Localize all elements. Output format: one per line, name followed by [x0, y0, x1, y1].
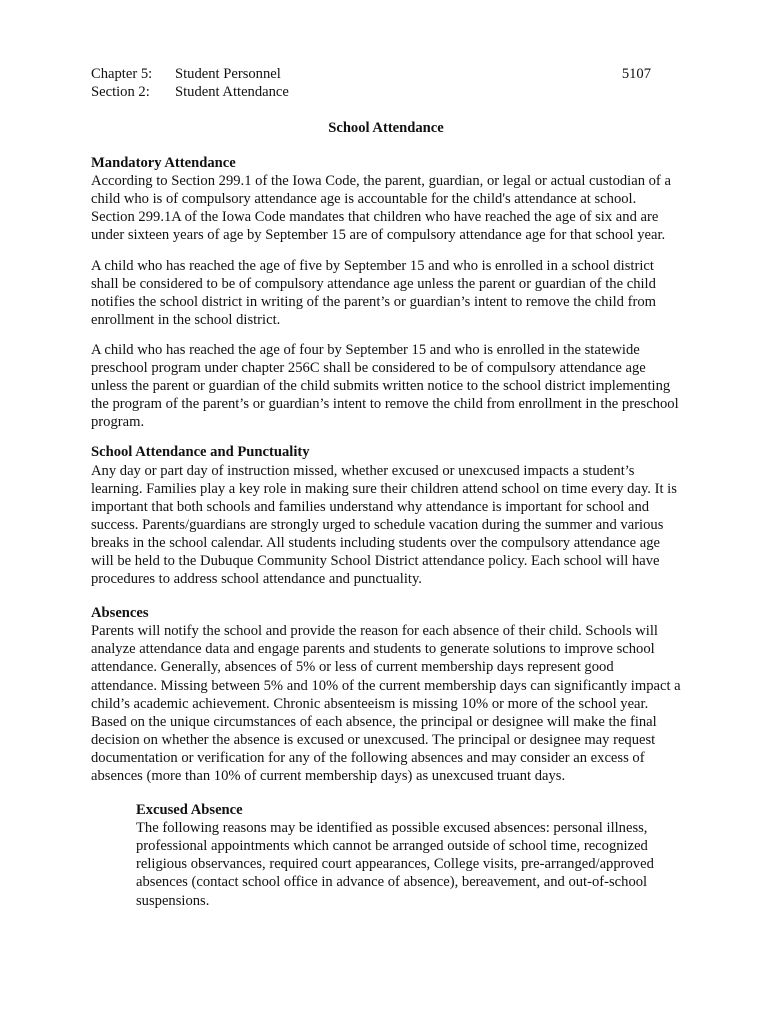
chapter-title: Student Personnel [175, 66, 281, 82]
section-title: Student Attendance [175, 84, 289, 100]
section-row [91, 83, 681, 101]
absences-heading: Absences [91, 605, 149, 622]
excused-absence-paragraph: The following reasons may be identified as possible excused absences: personal illness, professional appointments which cannot be arranged outside of school time, recognized religious observances, required court appearances, College visits, pre-arranged/approved absences (contact school office in advance of absence), bereavement, and out-of-school suspensions. [136, 820, 654, 909]
mandatory-paragraph-2: A child who has reached the age of five by September 15 and who is enrolled in a school district shall be considered to be of compulsory attendance age unless the parent or guardian of the child notifies the school district in writing of the parent’s or guardian’s intent to remove the child from enrollment in the school district. [91, 257, 656, 328]
excused-absence-heading: Excused Absence [136, 802, 243, 819]
policy-number: 5107 [621, 66, 651, 82]
mandatory-attendance-heading: Mandatory Attendance [91, 155, 236, 172]
excused-absence-block [136, 801, 681, 910]
section-label: Section 2: [91, 84, 150, 100]
document-page [91, 65, 681, 910]
document-title: School Attendance [328, 120, 444, 136]
punctuality-paragraph: Any day or part day of instruction missed, whether excused or unexcused impacts a student’s learning. Families play a key role in making sure their children attend school on time every day. It is important that both schools and families understand why attendance is important for school and success. Parents/guardians are strongly urged to schedule vacation during the summer and various breaks in the school calendar. All students including students over the compulsory attendance age will be held to the Dubuque Community School District attendance policy. Each school will have procedures to address school attendance and punctuality. [91, 462, 677, 588]
mandatory-paragraph-1: According to Section 299.1 of the Iowa Code, the parent, guardian, or legal or actual custodian of a child who is of compulsory attendance age is accountable for the child's attendance at school. Section 299.1A of the Iowa Code mandates that children who have reached the age of six and are under sixteen years of age by September 15 are of compulsory attendance age for that school year. [91, 173, 671, 244]
punctuality-heading: School Attendance and Punctuality [91, 444, 310, 461]
policy-header [91, 65, 681, 101]
chapter-label: Chapter 5: [91, 66, 153, 82]
absences-paragraph: Parents will notify the school and provide the reason for each absence of their child. Schools will analyze attendance data and engage parents and students to generate solutions to improve school attendance. Generally, absences of 5% or less of current membership days represent good attendance. Missing between 5% and 10% of the current membership days can significantly impact a child’s academic achievement. Chronic absenteeism is missing 10% or more of the school year. Based on the unique circumstances of each absence, the principal or designee will make the final decision on whether the absence is excused or unexcused. The principal or designee may request documentation or verification for any of the following absences and may consider an excess of absences (more than 10% of current membership days) as unexcused truant days. [91, 623, 681, 784]
chapter-row [91, 65, 681, 83]
mandatory-paragraph-3: A child who has reached the age of four by September 15 and who is enrolled in the statewide preschool program under chapter 256C shall be considered to be of compulsory attendance age unless the parent or guardian of the child submits written notice to the school district implementing the program of the parent’s or guardian’s intent to remove the child from enrollment in the preschool program. [91, 341, 679, 431]
